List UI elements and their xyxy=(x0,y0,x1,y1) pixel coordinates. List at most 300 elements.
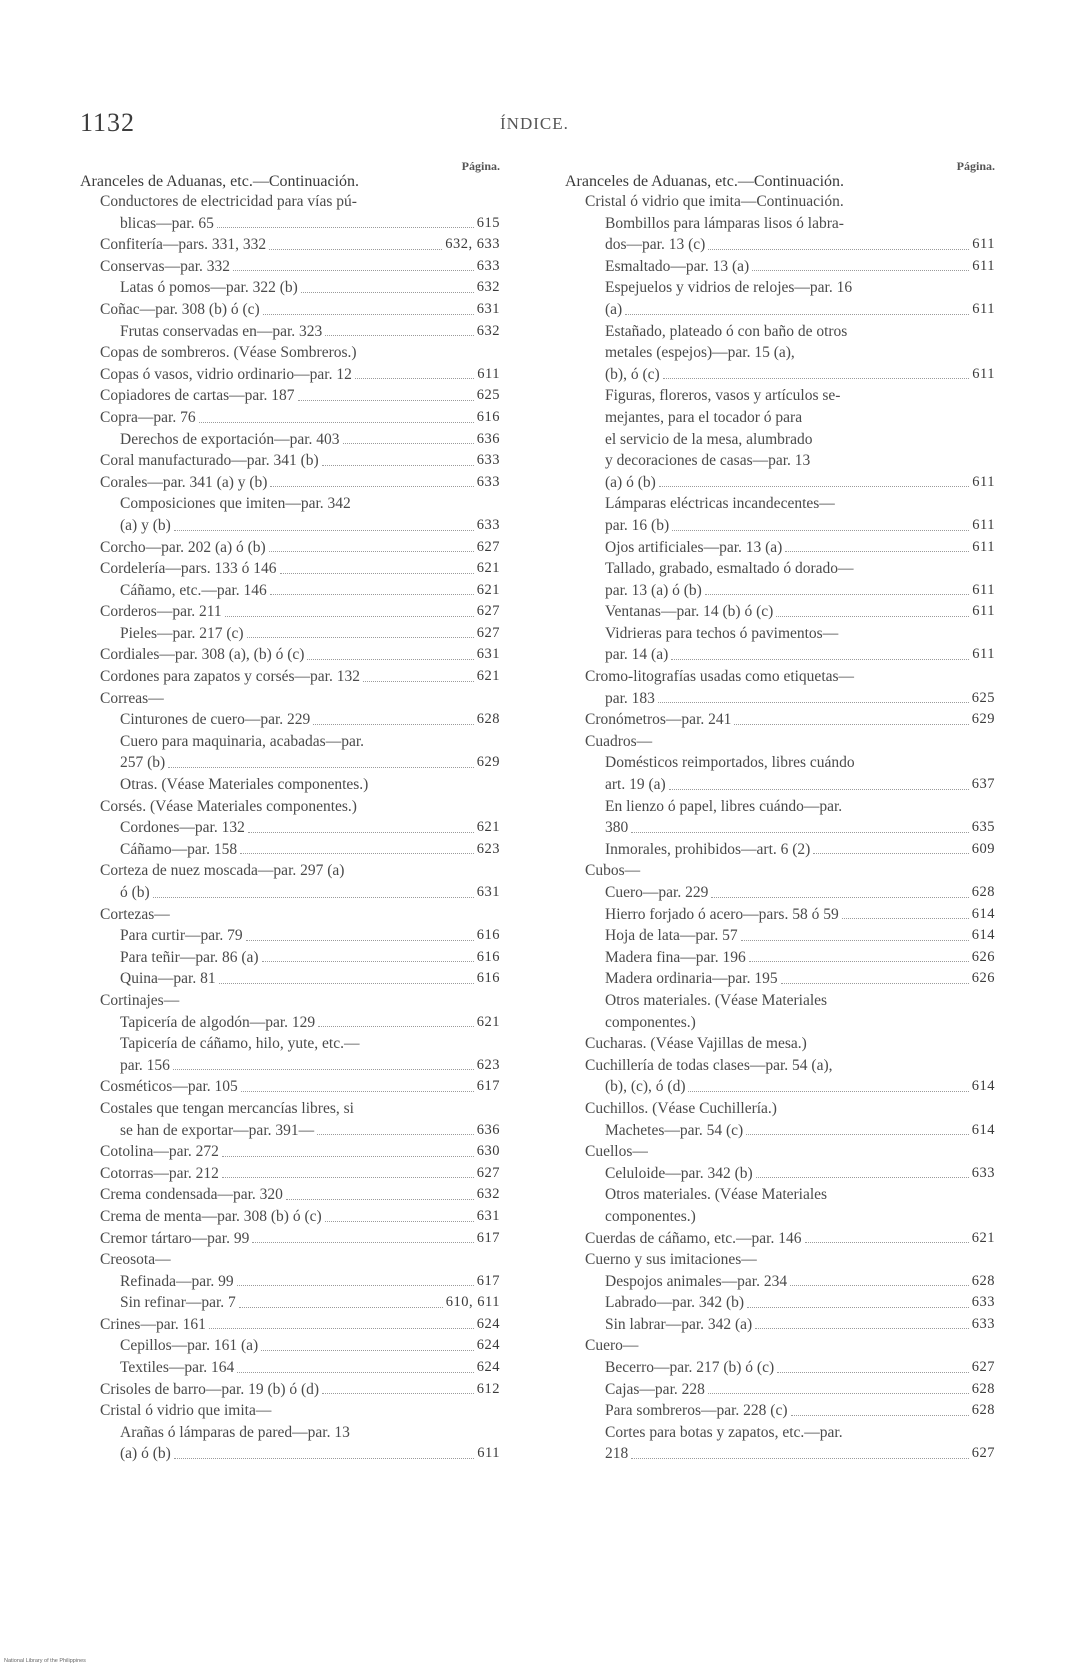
entry-text: 218 xyxy=(605,1445,629,1463)
index-entry xyxy=(80,947,500,969)
entry-text: Cordelería—pars. 133 ó 146 xyxy=(100,560,277,578)
entry-page: 611 xyxy=(972,257,995,274)
index-entry xyxy=(565,1271,995,1293)
entry-page: 628 xyxy=(476,711,500,728)
entry-page: 627 xyxy=(476,1164,500,1181)
index-entry xyxy=(565,1206,995,1228)
dot-leader xyxy=(252,1242,473,1243)
entry-text: ó (b) xyxy=(120,884,150,901)
dot-leader xyxy=(708,1393,969,1394)
dot-leader xyxy=(777,1372,969,1373)
entry-text: Para sombreros—par. 228 (c) xyxy=(605,1402,788,1420)
dot-leader xyxy=(776,616,969,617)
entry-page: 624 xyxy=(476,1315,500,1332)
entry-page: 637 xyxy=(971,776,995,793)
entry-text: Cuchillería de todas clases—par. 54 (a), xyxy=(585,1056,833,1074)
entry-text: dos—par. 13 (c) xyxy=(605,236,706,254)
index-entry xyxy=(565,688,995,710)
index-entry xyxy=(80,860,500,882)
entry-page: 631 xyxy=(476,646,500,663)
index-entry xyxy=(565,947,995,969)
entry-text: Confitería—pars. 331, 332 xyxy=(100,236,267,254)
dot-leader xyxy=(688,1091,968,1092)
index-entry xyxy=(565,1357,995,1379)
index-entry xyxy=(80,904,500,926)
index-entry xyxy=(565,925,995,947)
index-entry xyxy=(80,1120,500,1142)
entry-page: 627 xyxy=(971,1445,995,1462)
entry-text: Corales—par. 341 (a) y (b) xyxy=(100,473,268,491)
index-entry xyxy=(80,601,500,623)
entry-page: 628 xyxy=(971,1272,995,1289)
entry-page: 628 xyxy=(971,1380,995,1397)
index-entry xyxy=(565,666,995,688)
index-entry xyxy=(80,1400,500,1422)
entry-page: 616 xyxy=(476,948,500,965)
dot-leader xyxy=(270,486,473,487)
dot-leader xyxy=(842,918,969,919)
dot-leader xyxy=(199,422,474,423)
dot-leader xyxy=(247,637,474,638)
entry-text: Estañado, plateado ó con baño de otros xyxy=(605,322,848,340)
entry-text: Corcho—par. 202 (a) ó (b) xyxy=(100,538,266,556)
index-entry xyxy=(80,1443,500,1465)
dot-leader xyxy=(246,940,474,941)
entry-page: 614 xyxy=(971,1078,995,1095)
entry-page: 621 xyxy=(476,581,500,598)
entry-page: 623 xyxy=(476,840,500,857)
index-entry xyxy=(80,429,500,451)
dot-leader xyxy=(631,832,969,833)
index-entry xyxy=(565,1098,995,1120)
dot-leader xyxy=(363,681,474,682)
dot-leader xyxy=(173,1069,474,1070)
index-entry xyxy=(565,450,995,472)
entry-text: Corsés. (Véase Materiales componentes.) xyxy=(100,797,357,815)
index-entry xyxy=(80,342,500,364)
dot-leader xyxy=(752,270,969,271)
entry-text: Cotolina—par. 272 xyxy=(100,1143,219,1161)
entry-page: 621 xyxy=(971,1229,995,1246)
index-entry xyxy=(565,1400,995,1422)
entry-text: Cubos— xyxy=(585,862,641,880)
dot-leader xyxy=(708,249,969,250)
entry-text: Crines—par. 161 xyxy=(100,1315,206,1333)
index-entry xyxy=(565,601,995,623)
entry-text: y decoraciones de casas—par. 13 xyxy=(605,452,811,470)
entry-text: (a) xyxy=(605,300,623,318)
entry-text: componentes.) xyxy=(605,1013,696,1031)
entry-page: 611 xyxy=(477,1445,500,1462)
entry-page: 617 xyxy=(476,1078,500,1095)
entry-text: (a) ó (b) xyxy=(120,1445,171,1463)
dot-leader xyxy=(747,1307,969,1308)
index-entry xyxy=(565,493,995,515)
index-entry xyxy=(80,666,500,688)
index-entry xyxy=(565,1314,995,1336)
entry-page: 630 xyxy=(476,1143,500,1160)
index-entry xyxy=(565,321,995,343)
dot-leader xyxy=(261,1350,474,1351)
entry-text: Domésticos reimportados, libres cuándo xyxy=(605,754,855,772)
entry-text: art. 19 (a) xyxy=(605,776,666,794)
entry-text: par. 183 xyxy=(605,689,655,707)
index-entry xyxy=(565,731,995,753)
entry-text: Copas ó vasos, vidrio ordinario—par. 12 xyxy=(100,365,352,383)
running-title: ÍNDICE. xyxy=(500,114,569,133)
dot-leader xyxy=(270,594,474,595)
index-entry xyxy=(565,1076,995,1098)
dot-leader xyxy=(168,767,474,768)
index-entry xyxy=(80,968,500,990)
index-entry xyxy=(565,1163,995,1185)
index-entry xyxy=(80,623,500,645)
index-entry xyxy=(565,580,995,602)
entry-text: Espejuelos y vidrios de relojes—par. 16 xyxy=(605,279,853,297)
index-entry xyxy=(565,407,995,429)
index-entry xyxy=(565,1228,995,1250)
entry-page: 614 xyxy=(971,927,995,944)
entry-page: 629 xyxy=(476,754,500,771)
entry-text: Cordiales—par. 308 (a), (b) ó (c) xyxy=(100,646,305,664)
entry-page: 633 xyxy=(476,257,500,274)
entry-text: Cortinajes— xyxy=(100,991,180,1009)
entry-text: Cuellos— xyxy=(585,1143,648,1161)
dot-leader xyxy=(240,853,474,854)
pagina-label-left: Página. xyxy=(461,159,500,173)
entry-text: Cotorras—par. 212 xyxy=(100,1164,219,1182)
dot-leader xyxy=(263,314,474,315)
entry-text: (a) ó (b) xyxy=(605,473,656,491)
entry-text: Crisoles de barro—par. 19 (b) ó (d) xyxy=(100,1380,320,1398)
dot-leader xyxy=(286,1199,474,1200)
index-entry xyxy=(80,321,500,343)
entry-text: Cuero para maquinaria, acabadas—par. xyxy=(120,732,365,750)
entry-text: Para teñir—par. 86 (a) xyxy=(120,948,259,966)
entry-page: 633 xyxy=(476,473,500,490)
entry-text: par. 13 (a) ó (b) xyxy=(605,581,702,599)
index-entry xyxy=(565,752,995,774)
index-entry xyxy=(80,882,500,904)
dot-leader xyxy=(174,1458,475,1459)
entry-text: Corteza de nuez moscada—par. 297 (a) xyxy=(100,862,345,880)
index-entry xyxy=(80,1422,500,1444)
entry-page: 633 xyxy=(971,1294,995,1311)
entry-text: blicas—par. 65 xyxy=(120,214,214,232)
index-entry xyxy=(565,537,995,559)
entry-text: Celuloide—par. 342 (b) xyxy=(605,1164,753,1182)
dot-leader xyxy=(711,897,968,898)
index-entry xyxy=(80,1076,500,1098)
dot-leader xyxy=(298,400,474,401)
dot-leader xyxy=(785,551,969,552)
index-entry xyxy=(565,623,995,645)
dot-leader xyxy=(280,573,474,574)
dot-leader xyxy=(237,1285,474,1286)
index-entry xyxy=(80,580,500,602)
entry-text: Tallado, grabado, esmaltado ó dorado— xyxy=(605,560,854,578)
index-entry xyxy=(565,1422,995,1444)
index-entry xyxy=(80,558,500,580)
index-entry xyxy=(565,817,995,839)
dot-leader xyxy=(233,270,474,271)
index-entry xyxy=(80,1357,500,1379)
entry-text: Madera ordinaria—par. 195 xyxy=(605,970,778,988)
dot-leader xyxy=(313,724,473,725)
dot-leader xyxy=(222,1177,474,1178)
index-entry xyxy=(565,709,995,731)
column-heading-right: Aranceles de Aduanas, etc.—Continuación. xyxy=(565,173,845,190)
index-entry xyxy=(80,774,500,796)
entry-text: Textiles—par. 164 xyxy=(120,1359,235,1377)
index-entry xyxy=(80,299,500,321)
index-entry xyxy=(80,191,500,213)
entry-text: Para curtir—par. 79 xyxy=(120,927,243,945)
index-entry xyxy=(80,1228,500,1250)
pagina-label-right: Página. xyxy=(956,159,995,173)
entry-text: Cromo-litografías usadas como etiquetas— xyxy=(585,668,855,686)
index-entry xyxy=(80,688,500,710)
entry-text: Composiciones que imiten—par. 342 xyxy=(120,495,351,513)
entry-page: 633 xyxy=(971,1315,995,1332)
index-entry xyxy=(565,796,995,818)
index-entry xyxy=(80,277,500,299)
page-number: 1132 xyxy=(80,108,136,137)
entry-page: 632, 633 xyxy=(445,236,500,253)
dot-leader xyxy=(325,335,473,336)
entry-page: 635 xyxy=(971,819,995,836)
dot-leader xyxy=(262,961,474,962)
entry-page: 633 xyxy=(476,516,500,533)
entry-page: 615 xyxy=(476,214,500,231)
index-entry xyxy=(80,709,500,731)
index-entry xyxy=(565,1055,995,1077)
entry-text: Cronómetros—par. 241 xyxy=(585,711,732,729)
index-entry xyxy=(80,472,500,494)
column-heading-left: Aranceles de Aduanas, etc.—Continuación. xyxy=(80,173,360,190)
entry-text: Vidrieras para techos ó pavimentos— xyxy=(605,624,839,642)
entry-text: Cuchillos. (Véase Cuchillería.) xyxy=(585,1099,777,1117)
index-entry xyxy=(80,493,500,515)
dot-leader xyxy=(755,1328,969,1329)
dot-leader xyxy=(269,551,474,552)
dot-leader xyxy=(241,1091,474,1092)
entry-page: 631 xyxy=(476,884,500,900)
entry-text: Pieles—par. 217 (c) xyxy=(120,624,244,642)
entry-text: Inmorales, prohibidos—art. 6 (2) xyxy=(605,840,811,858)
index-entry xyxy=(565,1033,995,1055)
entry-page: 611 xyxy=(972,236,995,253)
index-entry xyxy=(80,1098,500,1120)
index-entry xyxy=(80,1012,500,1034)
entry-text: Frutas conservadas en—par. 323 xyxy=(120,322,323,340)
entry-page: 631 xyxy=(476,300,500,317)
entry-text: Sin refinar—par. 7 xyxy=(120,1294,236,1312)
dot-leader xyxy=(153,897,474,898)
index-entry xyxy=(80,1033,500,1055)
entry-text: Crema condensada—par. 320 xyxy=(100,1186,283,1204)
entry-page: 616 xyxy=(476,927,500,944)
dot-leader xyxy=(325,1221,474,1222)
entry-text: Cordones—par. 132 xyxy=(120,819,245,837)
index-entry xyxy=(565,1379,995,1401)
index-entry xyxy=(80,407,500,429)
index-entry xyxy=(565,385,995,407)
index-entry xyxy=(80,752,500,774)
index-entry xyxy=(565,558,995,580)
index-entry xyxy=(80,1271,500,1293)
entry-text: Coral manufacturado—par. 341 (b) xyxy=(100,452,319,470)
entry-text: (b), ó (c) xyxy=(605,365,660,383)
index-entry xyxy=(565,774,995,796)
entry-page: 611 xyxy=(972,646,995,663)
dot-leader xyxy=(734,724,968,725)
entry-page: 632 xyxy=(476,1186,500,1203)
entry-text: Cuero—par. 229 xyxy=(605,884,709,901)
index-entry xyxy=(565,1443,995,1465)
entry-text: Despojos animales—par. 234 xyxy=(605,1272,788,1290)
entry-page: 623 xyxy=(476,1056,500,1073)
index-entry xyxy=(565,472,995,494)
dot-leader xyxy=(790,1285,969,1286)
entry-text: Copiadores de cartas—par. 187 xyxy=(100,387,295,405)
entry-text: En lienzo ó papel, libres cuándo—par. xyxy=(605,797,843,815)
entry-text: Cortes para botas y zapatos, etc.—par. xyxy=(605,1423,843,1441)
index-entry xyxy=(80,1292,500,1314)
entry-page: 614 xyxy=(971,905,995,922)
index-entry xyxy=(80,1314,500,1336)
entry-text: componentes.) xyxy=(605,1207,696,1225)
entry-text: Cortezas— xyxy=(100,905,170,923)
entry-page: 625 xyxy=(476,387,500,404)
entry-page: 631 xyxy=(476,1207,500,1224)
entry-text: Cordones para zapatos y corsés—par. 132 xyxy=(100,668,360,686)
dot-leader xyxy=(631,1458,969,1459)
index-entry xyxy=(80,1206,500,1228)
entry-text: Lámparas eléctricas incandecentes— xyxy=(605,495,835,513)
entry-text: Cuero— xyxy=(585,1337,639,1355)
index-entry xyxy=(565,213,995,235)
entry-page: 632 xyxy=(476,322,500,339)
index-entry xyxy=(565,191,995,213)
dot-leader xyxy=(225,616,474,617)
entry-page: 632 xyxy=(476,279,500,296)
entry-page: 624 xyxy=(476,1337,500,1354)
entry-text: Cuadros— xyxy=(585,732,653,750)
entry-text: Cuerno y sus imitaciones— xyxy=(585,1251,757,1269)
entries-left xyxy=(80,191,500,1465)
dot-leader xyxy=(222,1156,474,1157)
index-entry xyxy=(565,1141,995,1163)
dot-leader xyxy=(248,832,474,833)
index-entry xyxy=(565,342,995,364)
dot-leader xyxy=(813,853,968,854)
entry-page: 611 xyxy=(972,365,995,382)
entry-text: Otros materiales. (Véase Materiales xyxy=(605,991,828,1009)
entry-text: Esmaltado—par. 13 (a) xyxy=(605,257,750,275)
entry-text: Arañas ó lámparas de pared—par. 13 xyxy=(120,1423,350,1441)
index-entry xyxy=(80,450,500,472)
index-entry xyxy=(565,860,995,882)
entry-page: 627 xyxy=(476,603,500,620)
entry-text: Correas— xyxy=(100,689,164,707)
dot-leader xyxy=(322,1393,474,1394)
dot-leader xyxy=(705,594,969,595)
entry-page: 611 xyxy=(972,516,995,533)
entry-text: Cáñamo—par. 158 xyxy=(120,840,238,858)
dot-leader xyxy=(343,443,474,444)
dot-leader xyxy=(317,1134,474,1135)
entry-page: 611 xyxy=(972,581,995,598)
entry-page: 617 xyxy=(476,1229,500,1246)
entry-page: 616 xyxy=(476,408,500,425)
dot-leader xyxy=(658,702,969,703)
entry-text: Cristal ó vidrio que imita—Continuación. xyxy=(585,193,844,210)
entry-text: metales (espejos)—par. 15 (a), xyxy=(605,344,795,362)
index-entry xyxy=(565,429,995,451)
entry-text: Crema de menta—par. 308 (b) ó (c) xyxy=(100,1207,322,1225)
dot-leader xyxy=(625,314,969,315)
dot-leader xyxy=(791,1415,969,1416)
index-entry xyxy=(80,364,500,386)
dot-leader xyxy=(217,227,474,228)
entry-page: 633 xyxy=(476,452,500,469)
footer-credit: National Library of the Philippines xyxy=(4,1658,86,1664)
dot-leader xyxy=(219,983,474,984)
entry-page: 624 xyxy=(476,1359,500,1376)
entry-page: 629 xyxy=(971,711,995,728)
entry-page: 621 xyxy=(476,668,500,685)
entry-text: par. 16 (b) xyxy=(605,516,670,534)
entry-text: Madera fina—par. 196 xyxy=(605,948,746,966)
entry-page: 621 xyxy=(476,1013,500,1030)
dot-leader xyxy=(741,940,969,941)
index-entry xyxy=(80,1055,500,1077)
entry-page: 616 xyxy=(476,970,500,987)
index-entry xyxy=(80,213,500,235)
index-entry xyxy=(80,731,500,753)
entry-text: el servicio de la mesa, alumbrado xyxy=(605,430,813,448)
entry-text: Refinada—par. 99 xyxy=(120,1272,234,1290)
entry-page: 627 xyxy=(476,624,500,641)
entry-page: 617 xyxy=(476,1272,500,1289)
entry-text: Coñac—par. 308 (b) ó (c) xyxy=(100,300,260,318)
entry-page: 611 xyxy=(972,300,995,317)
entry-text: Cinturones de cuero—par. 229 xyxy=(120,711,311,729)
entry-text: 380 xyxy=(605,819,629,837)
entry-text: Becerro—par. 217 (b) ó (c) xyxy=(605,1359,775,1377)
entry-page: 627 xyxy=(971,1359,995,1376)
entry-page: 614 xyxy=(971,1121,995,1138)
index-entry xyxy=(80,990,500,1012)
index-entry xyxy=(80,839,500,861)
index-entry xyxy=(80,256,500,278)
index-entry xyxy=(80,644,500,666)
dot-leader xyxy=(355,378,474,379)
index-entry xyxy=(80,1184,500,1206)
entry-page: 621 xyxy=(476,560,500,577)
entry-page: 633 xyxy=(971,1164,995,1181)
index-entry xyxy=(565,256,995,278)
index-entry xyxy=(80,515,500,537)
entry-text: par. 156 xyxy=(120,1056,170,1074)
entry-text: Machetes—par. 54 (c) xyxy=(605,1121,744,1139)
index-entry xyxy=(565,277,995,299)
entry-text: Costales que tengan mercancías libres, si xyxy=(100,1099,354,1117)
entry-text: Cáñamo, etc.—par. 146 xyxy=(120,581,267,599)
entry-page: 636 xyxy=(476,1121,500,1138)
entry-text: Sin labrar—par. 342 (a) xyxy=(605,1315,753,1333)
